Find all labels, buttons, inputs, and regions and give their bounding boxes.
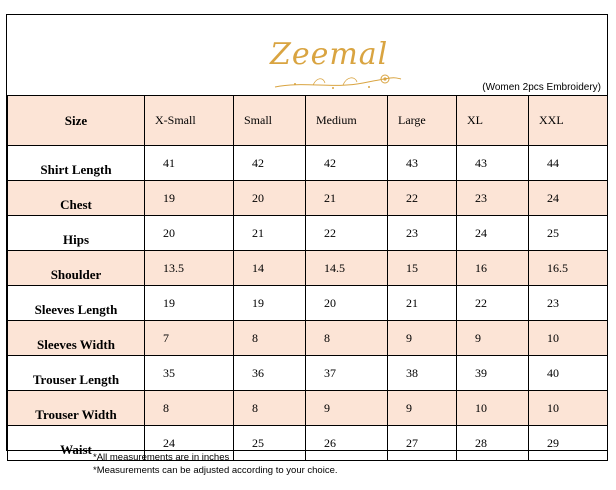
table-cell: 25 xyxy=(234,426,306,461)
table-cell: 8 xyxy=(145,391,234,426)
table-cell: 23 xyxy=(388,216,457,251)
table-cell: 15 xyxy=(388,251,457,286)
size-col-small: Small xyxy=(234,96,306,146)
table-cell: 21 xyxy=(388,286,457,321)
table-cell: 22 xyxy=(457,286,529,321)
table-cell: 10 xyxy=(529,391,608,426)
table-cell: 22 xyxy=(388,181,457,216)
table-cell: 19 xyxy=(145,286,234,321)
table-cell: 8 xyxy=(234,321,306,356)
table-cell: 21 xyxy=(234,216,306,251)
size-col-xsmall: X-Small xyxy=(145,96,234,146)
table-cell: 10 xyxy=(529,321,608,356)
table-cell: 36 xyxy=(234,356,306,391)
row-label: Trouser Length xyxy=(8,356,145,391)
table-cell: 39 xyxy=(457,356,529,391)
table-cell: 28 xyxy=(457,426,529,461)
table-cell: 25 xyxy=(529,216,608,251)
size-chart-sheet xyxy=(6,14,608,457)
table-cell: 20 xyxy=(306,286,388,321)
row-label: Chest xyxy=(8,181,145,216)
table-cell: 24 xyxy=(529,181,608,216)
table-cell: 16.5 xyxy=(529,251,608,286)
row-label: Sleeves Width xyxy=(8,321,145,356)
table-cell: 9 xyxy=(457,321,529,356)
footnotes xyxy=(93,451,338,477)
table-cell: 29 xyxy=(529,426,608,461)
row-label: Sleeves Length xyxy=(8,286,145,321)
table-cell: 23 xyxy=(457,181,529,216)
table-cell: 42 xyxy=(306,146,388,181)
table-row xyxy=(8,391,608,426)
size-col-medium: Medium xyxy=(306,96,388,146)
table-cell: 26 xyxy=(306,426,388,461)
size-chart-table xyxy=(7,95,608,461)
table-cell: 44 xyxy=(529,146,608,181)
table-cell: 16 xyxy=(457,251,529,286)
row-label: Shirt Length xyxy=(8,146,145,181)
table-cell: 24 xyxy=(145,426,234,461)
brand-logo: Zeemal xyxy=(270,37,389,72)
row-label: Hips xyxy=(8,216,145,251)
table-cell: 21 xyxy=(306,181,388,216)
table-cell: 22 xyxy=(306,216,388,251)
table-cell: 37 xyxy=(306,356,388,391)
table-cell: 20 xyxy=(234,181,306,216)
table-cell: 35 xyxy=(145,356,234,391)
table-cell: 24 xyxy=(457,216,529,251)
table-cell: 43 xyxy=(388,146,457,181)
table-row xyxy=(8,216,608,251)
table-row xyxy=(8,181,608,216)
table-cell: 7 xyxy=(145,321,234,356)
product-subtitle: (Women 2pcs Embroidery) xyxy=(482,82,601,93)
size-col-xl: XL xyxy=(457,96,529,146)
row-label: Waist xyxy=(8,426,145,461)
footnote: *Measurements can be adjusted according to your choice. xyxy=(93,465,338,476)
table-cell: 19 xyxy=(145,181,234,216)
table-cell: 8 xyxy=(306,321,388,356)
table-cell: 40 xyxy=(529,356,608,391)
table-cell: 23 xyxy=(529,286,608,321)
row-label: Trouser Width xyxy=(8,391,145,426)
table-cell: 41 xyxy=(145,146,234,181)
table-row xyxy=(8,356,608,391)
table-cell: 19 xyxy=(234,286,306,321)
table-cell: 10 xyxy=(457,391,529,426)
table-cell: 14.5 xyxy=(306,251,388,286)
row-label: Shoulder xyxy=(8,251,145,286)
logo-area xyxy=(7,15,607,95)
table-cell: 9 xyxy=(306,391,388,426)
table-cell: 8 xyxy=(234,391,306,426)
table-cell: 42 xyxy=(234,146,306,181)
footnote: *All measurements are in inches xyxy=(93,452,230,463)
table-cell: 27 xyxy=(388,426,457,461)
size-col-large: Large xyxy=(388,96,457,146)
table-cell: 9 xyxy=(388,321,457,356)
size-header: Size xyxy=(8,96,145,146)
table-cell: 20 xyxy=(145,216,234,251)
table-cell: 13.5 xyxy=(145,251,234,286)
table-row xyxy=(8,321,608,356)
table-cell: 43 xyxy=(457,146,529,181)
floral-flourish-icon xyxy=(273,67,403,93)
table-row xyxy=(8,251,608,286)
size-col-xxl: XXL xyxy=(529,96,608,146)
header-row xyxy=(8,96,608,146)
table-row xyxy=(8,286,608,321)
table-cell: 9 xyxy=(388,391,457,426)
table-cell: 38 xyxy=(388,356,457,391)
table-cell: 14 xyxy=(234,251,306,286)
table-row xyxy=(8,146,608,181)
